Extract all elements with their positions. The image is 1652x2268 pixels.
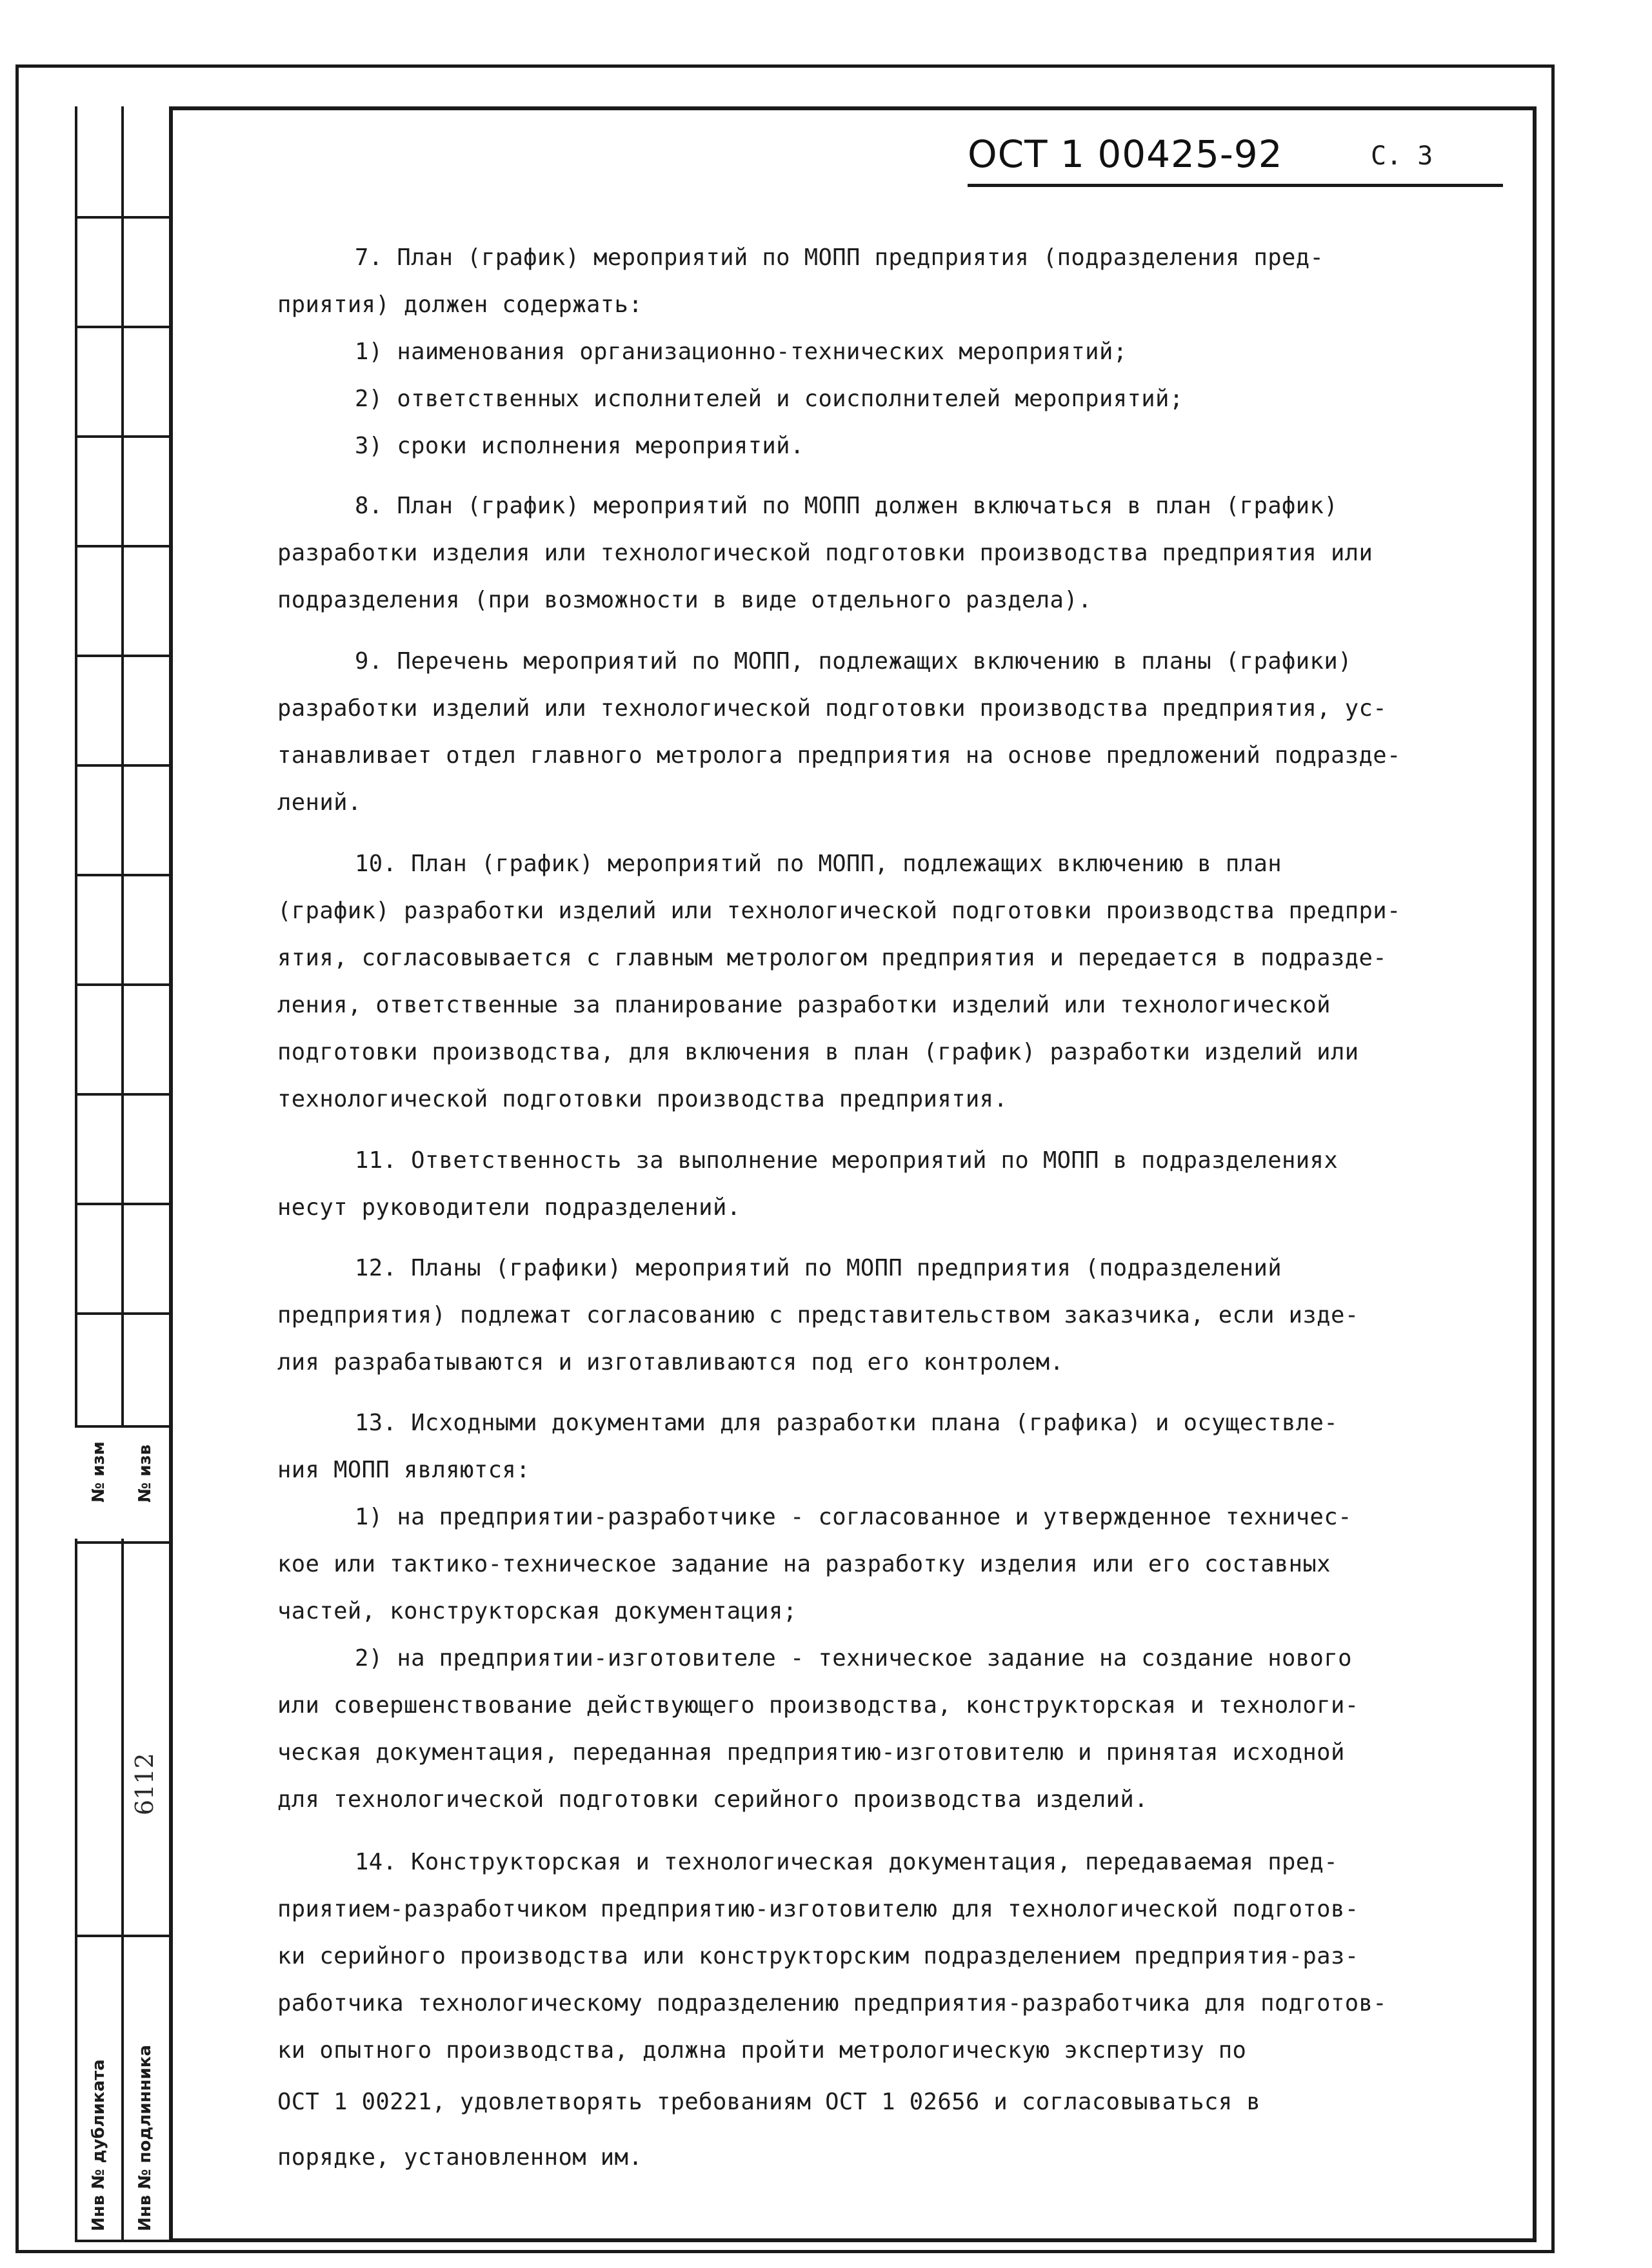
document-code: ОСТ 1 00425-92 bbox=[968, 132, 1283, 176]
strip-divider bbox=[75, 216, 169, 219]
document-header bbox=[968, 132, 1503, 187]
original-inventory-label: Инв № подлинника bbox=[135, 2045, 155, 2231]
text-line: разработки изделий или технологической подготовки производства предприятия, ус- bbox=[277, 695, 1388, 722]
text-line: 13. Исходными документами для разработки плана (графика) и осуществле- bbox=[355, 1410, 1339, 1436]
text-line: подразделения (при возможности в виде отдельного раздела). bbox=[277, 587, 1092, 613]
text-line: 14. Конструкторская и технологическая документация, передаваемая пред- bbox=[355, 1849, 1339, 1875]
text-line: для технологической подготовки серийного производства изделий. bbox=[277, 1786, 1148, 1813]
text-line: ятия, согласовывается с главным метрологом предприятия и передается в подразде- bbox=[277, 945, 1388, 971]
text-line: порядке, установленном им. bbox=[277, 2144, 643, 2171]
strip-divider bbox=[75, 1312, 169, 1315]
text-line: (график) разработки изделий или технологической подготовки производства предпри- bbox=[277, 898, 1401, 924]
strip-divider bbox=[75, 435, 169, 438]
text-line: частей, конструкторская документация; bbox=[277, 1598, 797, 1624]
text-line: несут руководители подразделений. bbox=[277, 1194, 741, 1221]
strip-divider bbox=[75, 2240, 169, 2242]
strip-outer-line bbox=[75, 106, 77, 2242]
strip-divider bbox=[75, 545, 169, 547]
text-line: 1) наименования организационно-технических мероприятий; bbox=[355, 339, 1128, 365]
revision-number-label: № изм bbox=[89, 1441, 108, 1503]
strip-divider bbox=[75, 1203, 169, 1205]
strip-divider bbox=[75, 1541, 169, 1544]
page-number: С. 3 bbox=[1371, 141, 1433, 171]
text-line: подготовки производства, для включения в план (график) разработки изделий или bbox=[277, 1039, 1359, 1065]
text-line: 1) на предприятии-разработчике - согласованное и утвержденное техничес- bbox=[355, 1504, 1352, 1530]
text-line: 10. План (график) мероприятий по МОПП, подлежащих включению в план bbox=[355, 851, 1282, 877]
text-line: 7. План (график) мероприятий по МОПП предприятия (подразделения пред- bbox=[355, 244, 1324, 271]
inventory-number: 6112 bbox=[130, 1753, 159, 1815]
strip-divider bbox=[75, 326, 169, 328]
text-line: 2) на предприятии-изготовителе - техническое задание на создание нового bbox=[355, 1645, 1352, 1671]
text-line: лений. bbox=[277, 789, 362, 816]
text-line: 3) сроки исполнения мероприятий. bbox=[355, 433, 804, 459]
text-line: кое или тактико-техническое задание на разработку изделия или его составных bbox=[277, 1551, 1331, 1577]
strip-divider bbox=[75, 983, 169, 986]
notice-number-label: № изв bbox=[135, 1444, 155, 1503]
text-line: предприятия) подлежат согласованию с представительством заказчика, если изде- bbox=[277, 1302, 1359, 1328]
text-line: технологической подготовки производства предприятия. bbox=[277, 1086, 1008, 1112]
strip-divider bbox=[75, 655, 169, 657]
strip-divider bbox=[75, 1935, 169, 1937]
text-line: лия разрабатываются и изготавливаются под его контролем. bbox=[277, 1349, 1064, 1376]
text-line: ния МОПП являются: bbox=[277, 1457, 530, 1483]
text-line: ления, ответственные за планирование разработки изделий или технологической bbox=[277, 992, 1331, 1018]
strip-middle-line bbox=[121, 106, 124, 2242]
strip-divider bbox=[75, 1093, 169, 1096]
text-line: 12. Планы (графики) мероприятий по МОПП предприятия (подразделений bbox=[355, 1255, 1282, 1281]
text-line: танавливает отдел главного метролога предприятия на основе предложений подразде- bbox=[277, 742, 1401, 769]
text-line: приятия) должен содержать: bbox=[277, 291, 643, 318]
text-line: ки серийного производства или конструкторским подразделением предприятия-раз- bbox=[277, 1943, 1359, 1969]
strip-divider bbox=[75, 764, 169, 767]
strip-divider bbox=[75, 874, 169, 876]
text-line: ки опытного производства, должна пройти метрологическую экспертизу по bbox=[277, 2037, 1247, 2064]
text-line: или совершенствование действующего производства, конструкторская и технологи- bbox=[277, 1692, 1359, 1719]
text-line: приятием-разработчиком предприятию-изготовителю для технологической подготов- bbox=[277, 1896, 1359, 1922]
duplicate-inventory-label: Инв № дубликата bbox=[89, 2059, 108, 2231]
text-line: 8. План (график) мероприятий по МОПП должен включаться в план (график) bbox=[355, 493, 1339, 519]
text-line: разработки изделия или технологической подготовки производства предприятия или bbox=[277, 540, 1373, 566]
text-line: 11. Ответственность за выполнение мероприятий по МОПП в подразделениях bbox=[355, 1147, 1339, 1174]
text-line: 2) ответственных исполнителей и соисполнителей мероприятий; bbox=[355, 386, 1184, 412]
text-line: работчика технологическому подразделению предприятия-разработчика для подготов- bbox=[277, 1990, 1388, 2017]
text-line: 9. Перечень мероприятий по МОПП, подлежащих включению в планы (графики) bbox=[355, 648, 1352, 675]
text-line: ческая документация, переданная предприятию-изготовителю и принятая исходной bbox=[277, 1739, 1345, 1766]
text-line: ОСТ 1 00221, удовлетворять требованиям ОСТ 1 02656 и согласовываться в bbox=[277, 2089, 1261, 2115]
binding-strip bbox=[75, 106, 169, 2242]
